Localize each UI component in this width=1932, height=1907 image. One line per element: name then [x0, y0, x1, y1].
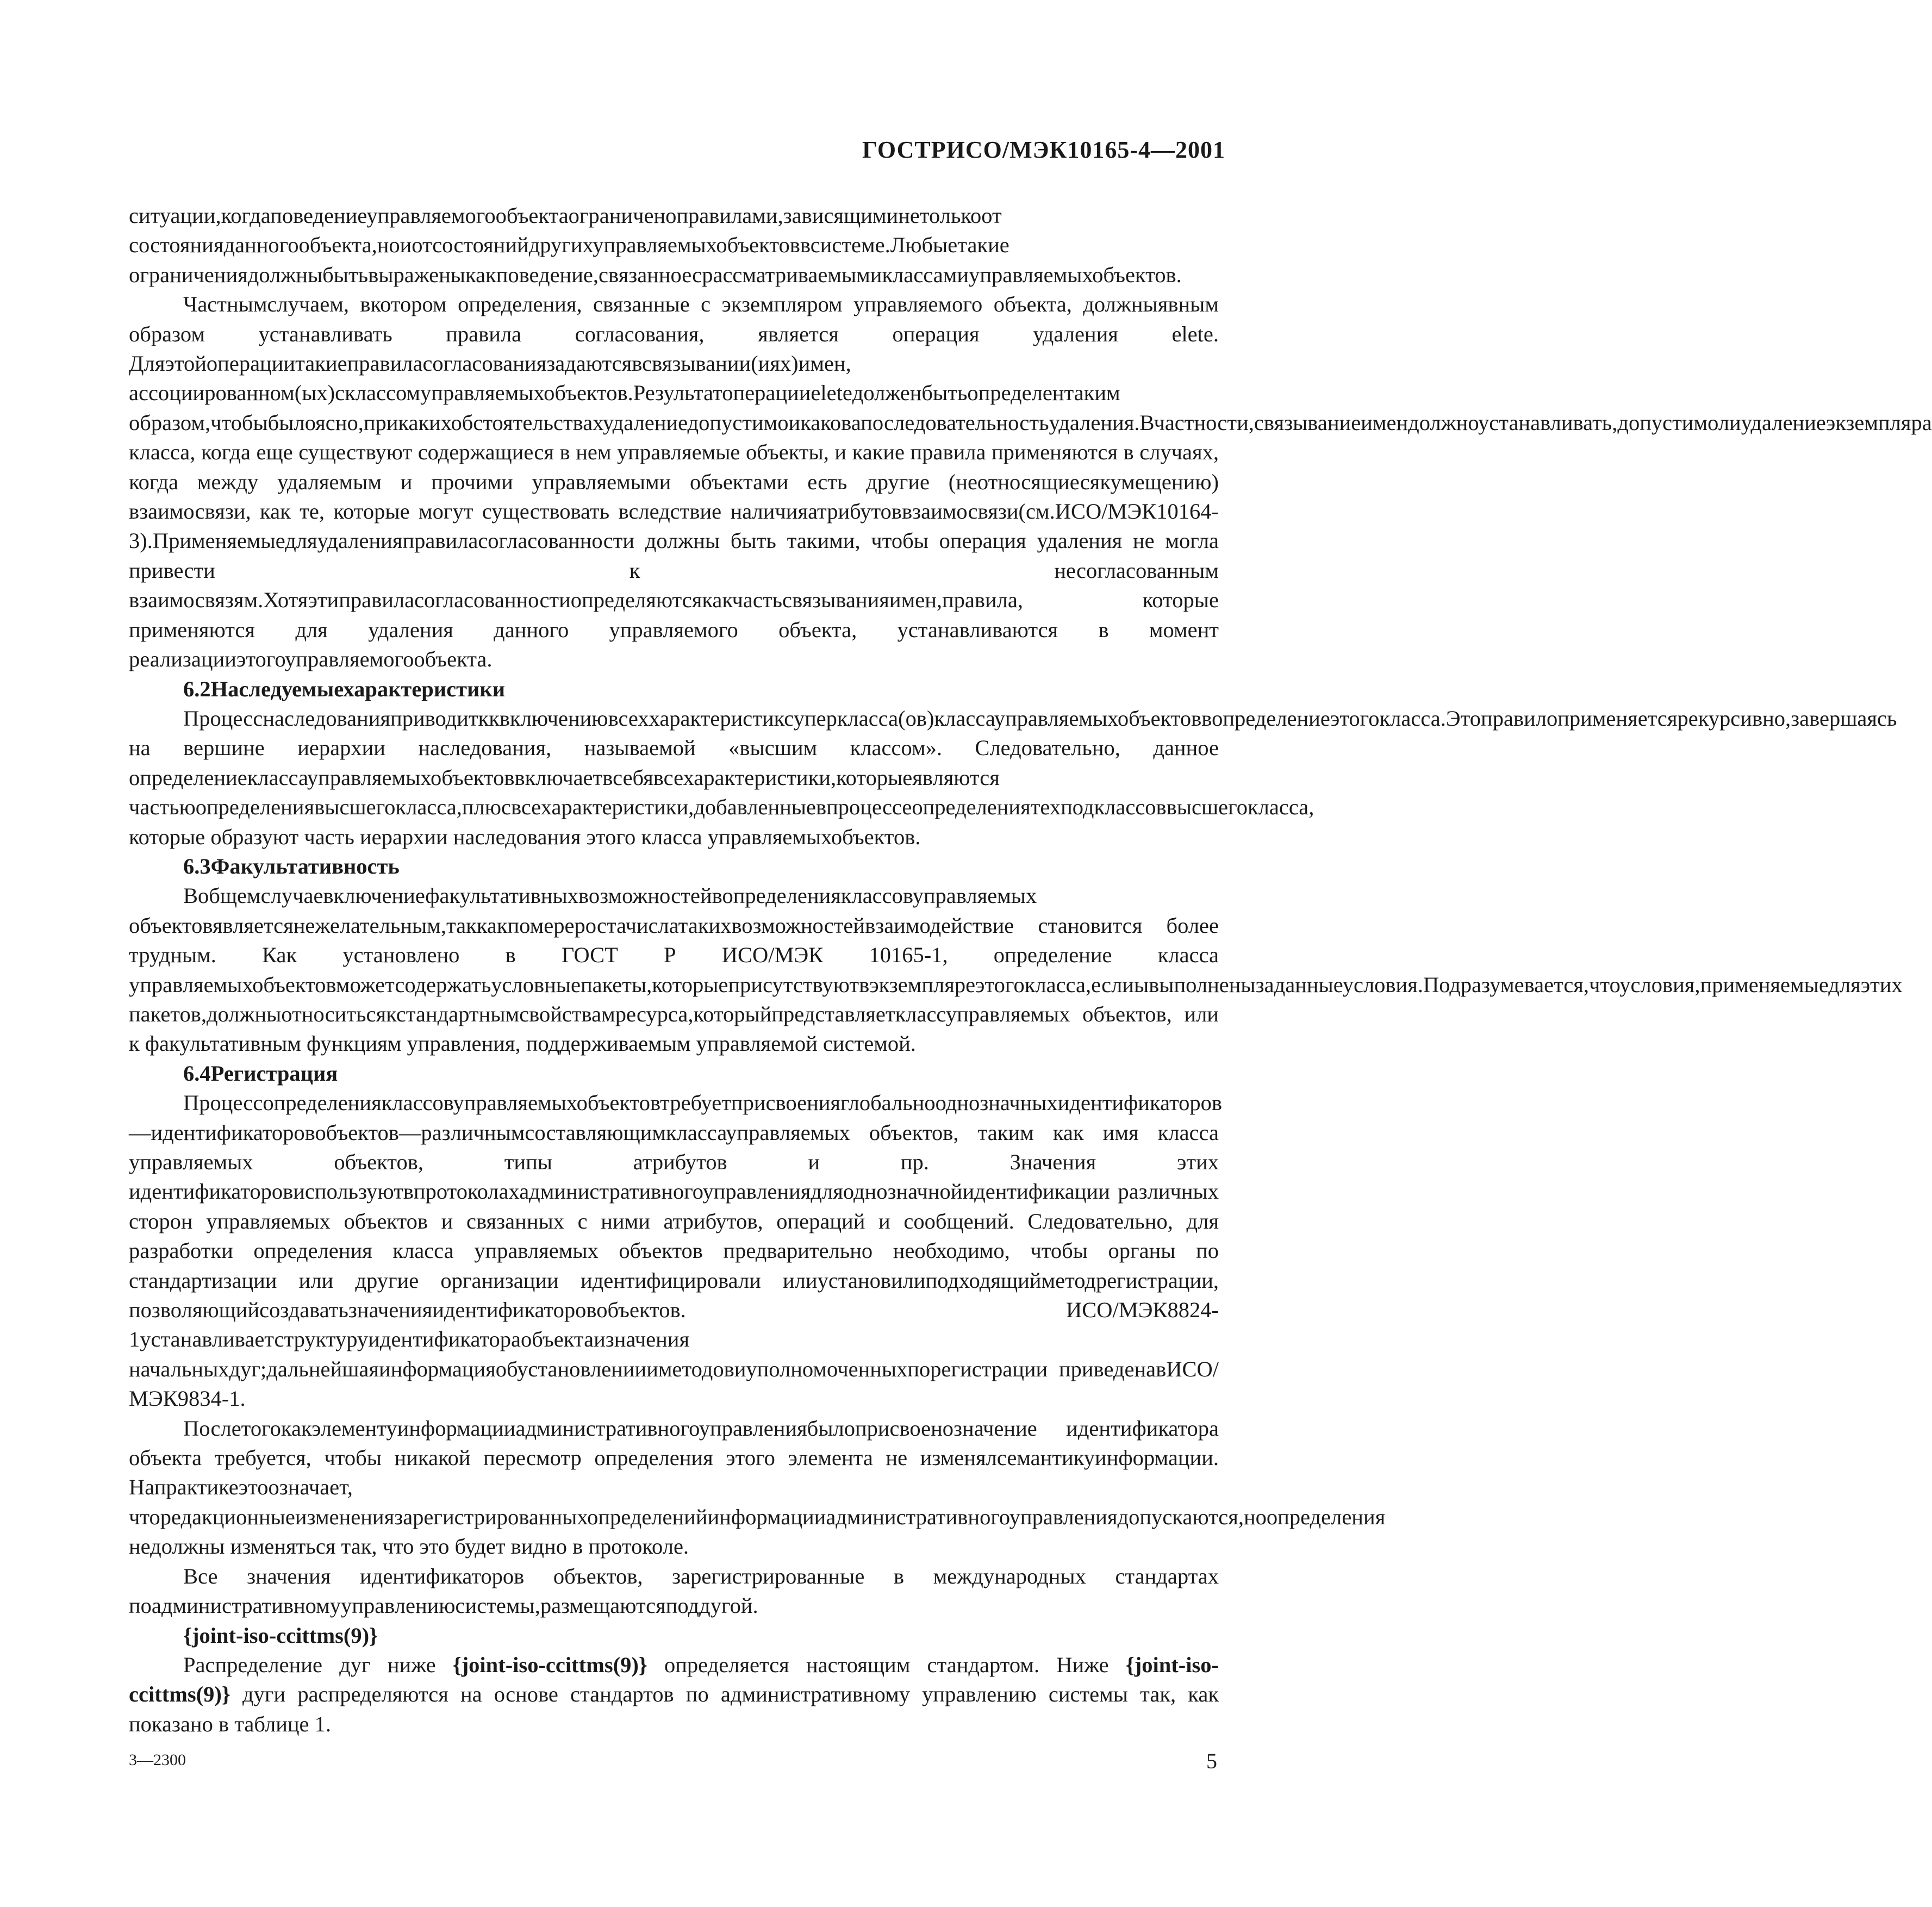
- paragraph: ситуации,когдаповедениеуправляемогообъектаограниченоправилами,зависящиминетолькоот состоянияданногообъекта,ноиотсостоянийдругихуправляемыхобъектоввсистеме.Любыетакие ограничениядолжныбытьвыраженыкакповедение,связанноесрассматриваемымиклассамиуправляемыхобъектов.: [129, 203, 1182, 287]
- print-code: 3—2300: [129, 1751, 186, 1769]
- section-heading-6-4: 6.4Регистрация: [183, 1061, 338, 1086]
- text-run: определяется настоящим стандартом. Ниже: [647, 1652, 1126, 1677]
- paragraph: Процессопределенияклассовуправляемыхобъектовтребуетприсвоенияглобальнооднозначныхидентификаторов—идентификаторовобъектов—различнымсоставляющимклассауправляемых объектов, таким как имя класса управляемых объектов, типы атрибутов и пр. Значения этих идентификаторовиспользуютвпротоколахадминистративногоуправлениядляоднозначнойидентификации различных сторон управляемых объектов и связанных с ними атрибутов, операций и сообщений. Следовательно, для разработки определения класса управляемых объектов предварительно необходимо, чтобы органы по стандартизации или другие организации идентифицировали илиустановилиподходящийметодрегистрации, позволяющийсоздаватьзначенияидентификаторовобъектов. ИСО/МЭК8824-1устанавливаетструктуруидентификатораобъектаизначения начальныхдуг;дальнейшаяинформацияобустановлениииметодовиуполномоченныхпорегистрации приведенавИСО/МЭК9834-1.: [129, 1090, 1222, 1411]
- arc-identifier: {joint-iso-ccittms(9)}: [129, 1652, 1219, 1707]
- paragraph: Вобщемслучаевключениефакультативныхвозможностейвопределенияклассовуправляемых объектовявляетсянежелательным,таккакпомереростачислатакихвозможностейвзаимодействие становится более трудным. Как установлено в ГОСТ Р ИСО/МЭК 10165-1, определение класса управляемыхобъектовможетсодержатьусловныепакеты,которыеприсутствуютвэкземпляреэтогокласса,еслиывыполненызаданныеусловия.Подразумевается,чтоусловия,применяемыедляэтих пакетов,должныотноситьсякстандартнымсвойствамресурса,которыйпредставляетклассуправляемых объектов, или к факультативным функциям управления, поддерживаемым управляемой системой.: [129, 883, 1903, 1056]
- page-body: [129, 201, 1932, 1739]
- paragraph: [129, 1650, 1219, 1739]
- arc-identifier: {joint-iso-ccittms(9)}: [452, 1652, 647, 1677]
- page-number: 5: [1206, 1749, 1217, 1773]
- text-run: дуги распределяются на основе стандартов по административному управлению системы так, как показано в таблице 1.: [129, 1682, 1219, 1736]
- section-heading-6-2: 6.2Наследуемыехарактеристики: [183, 676, 506, 701]
- document-header: ГОСТРИСО/МЭК10165-4—2001: [862, 136, 1225, 163]
- paragraph: Послетогокакэлементуинформацииадминистративногоуправлениябылоприсвоенозначение идентификатора объекта требуется, чтобы никакой пересмотр определения этого элемента не изменялсемантикуинформации. Напрактикеэтоозначает, чторедакционныеизменениязарегистрированныхопределенийинформацииадминистративногоуправлениядопускаются,ноопределения недолжны изменяться так, что это будет видно в протоколе.: [129, 1416, 1386, 1559]
- paragraph: Частнымслучаем, вкотором определения, связанные с экземпляром управляемого объекта, должныявным образом устанавливать правила согласования, является операция удаления elete. Дляэтойоперациитакиеправиласогласованиязадаютсявсвязывании(иях)имен, ассоциированном(ых)склассомуправляемыхобъектов.Результатоперацииeleteдолженбытьопределентаким образом,чтобыбылоясно,прикакихобстоятельствахудалениедопустимоикаковапоследовательностьудаления.Вчастности,связываниеимендолжноустанавливать,допустимолиудалениеэкземпляра класса, когда еще существуют содержащиеся в нем управляемые объекты, и какие правила применяются в случаях, когда между удаляемым и прочими управляемыми объектами есть другие (неотносящиесякумещению) взаимосвязи, как те, которые могут существовать вследствие наличияатрибутоввзаимосвязи(см.ИСО/МЭК10164-3).Применяемыедляудаленияправиласогласованности должны быть такими, чтобы операция удаления не могла привести к несогласованным взаимосвязям.Хотяэтиправиласогласованностиопределяютсякакчастьсвязыванияимен,правила, которые применяются для удаления данного управляемого объекта, устанавливаются в момент реализацииэтогоуправляемогообъекта.: [129, 292, 1932, 672]
- paragraph: Процесснаследованияприводиткквключениювсеххарактеристиксуперкласса(ов)классауправляемыхобъектоввопределениеэтогокласса.Этоправилоприменяетсярекурсивно,завершаясь на вершине иерархии наследования, называемой «высшим классом». Следовательно, данное определениеклассауправляемыхобъектоввключаетвсебявсехарактеристики,которыеявляются частьюопределениявысшегокласса,плюсвсехарактеристики,добавленныевпроцессеопределениятехподклассоввысшегокласса, которые образуют часть иерархии наследования этого класса управляемыхобъектов.: [129, 706, 1897, 849]
- paragraph: Все значения идентификаторов объектов, зарегистрированные в международных стандартах поадминистративномууправлениюсистемы,размещаютсяподдугой.: [129, 1563, 1219, 1618]
- arc-heading: {joint-iso-ccittms(9)}: [183, 1623, 378, 1648]
- section-heading-6-3: 6.3Факультативность: [183, 853, 400, 878]
- text-run: Распределение дуг ниже: [183, 1652, 453, 1677]
